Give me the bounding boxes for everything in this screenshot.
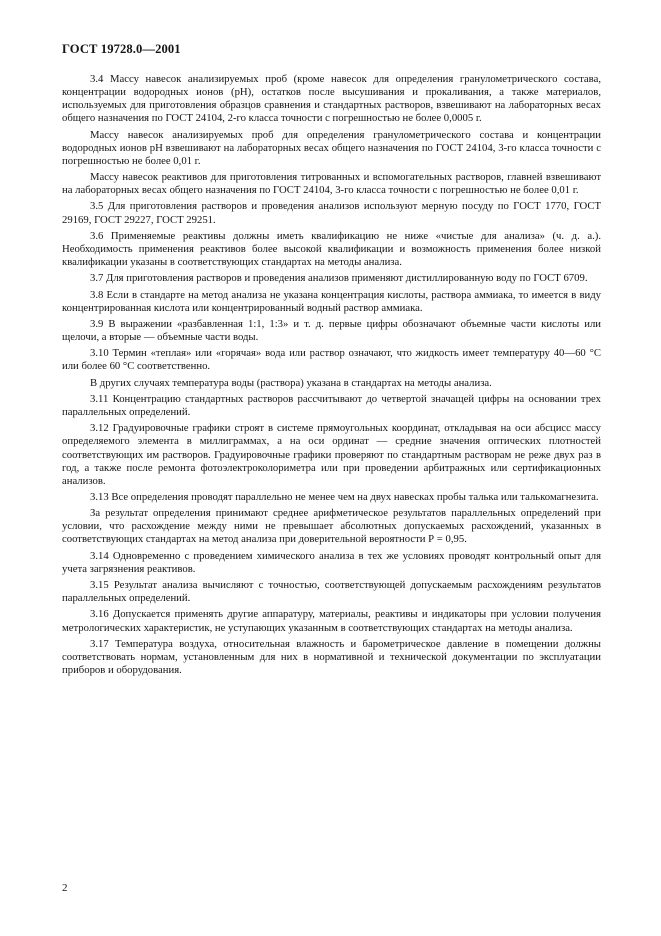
paragraph-3-9: 3.9 В выражении «разбавленная 1:1, 1:3» и т. д. первые цифры обозначают объемные части кислоты или щелочи, а вторые — объемные части воды. <box>62 317 601 343</box>
document-body <box>62 73 601 680</box>
paragraph-3-8: 3.8 Если в стандарте на метод анализа не указана концентрация кислоты, раствора аммиака, то имеется в виду концентрированная кислота или концентрированный водный раствор аммиака. <box>62 288 601 314</box>
paragraph-3-12: 3.12 Градуировочные графики строят в системе прямоугольных координат, откладывая на оси абсцисс массу определяемого элемента в миллиграммах, а на оси ординат — средние значения оптических плотностей соответствующих им растворов. Градуировочные графики проверяют по стандартным растворам не реже двух раз в год, а также после ремонта фотоэлектроколориметра или при проведении арбитражных или сертификационных анализов. <box>62 422 601 487</box>
paragraph-3-5: 3.5 Для приготовления растворов и проведения анализов используют мерную посуду по ГОСТ 1770, ГОСТ 29169, ГОСТ 29227, ГОСТ 29251. <box>62 200 601 226</box>
page-number: 2 <box>62 882 68 894</box>
paragraph-3-4-reagents: Массу навесок реактивов для приготовления титрованных и вспомогательных растворов, главней взвешивают на лабораторных весах общего назначения по ГОСТ 24104, 3-го класса точности с погрешностью не более 0,01 г. <box>62 171 601 197</box>
paragraph-3-7: 3.7 Для приготовления растворов и проведения анализов применяют дистиллированную воду по ГОСТ 6709. <box>90 272 588 285</box>
standard-id-header: ГОСТ 19728.0—2001 <box>62 42 181 56</box>
paragraph-3-6: 3.6 Применяемые реактивы должны иметь квалификацию не ниже «чистые для анализа» (ч. д. а.). Необходимость применения реактивов более высокой квалификации и возможность применения более низкой квалификации указаны в соответствующих стандартах на методы анализа. <box>62 229 601 268</box>
paragraph-3-10: 3.10 Термин «теплая» или «горячая» вода или раствор означают, что жидкость имеет температуру 40—60 °С или более 60 °С соответственно. <box>62 347 601 373</box>
paragraph-3-4: 3.4 Массу навесок анализируемых проб (кроме навесок для определения гранулометрического состава, концентрации водородных ионов (рН), остатков после высушивания и прокаливания, а также материалов, используемых для приготовления образцов сравнения и стандартных растворов, взвешивают на лабораторных весах общего назначения по ГОСТ 24104, 2-го класса точности с погрешностью не более 0,0005 г. <box>62 73 601 125</box>
paragraph-3-4-granulometric: Массу навесок анализируемых проб для определения гранулометрического состава и концентрации водородных ионов рН взвешивают на лабораторных весах общего назначения по ГОСТ 24104, 3-го класса точности с погрешностью не более 0,01 г. <box>62 128 601 167</box>
paragraph-3-14: 3.14 Одновременно с проведением химического анализа в тех же условиях проводят контрольный опыт для учета загрязнения реактивов. <box>62 549 601 575</box>
paragraph-3-13-result: За результат определения принимают среднее арифметическое результатов параллельных определений при условии, что расхождение между ними не превышает абсолютных допускаемых расхождений, указанных в соответствующих стандартах на метод анализа при доверительной вероятности Р = 0,95. <box>62 507 601 546</box>
paragraph-3-13: 3.13 Все определения проводят параллельно не менее чем на двух навесках пробы талька или талькомагнезита. <box>90 490 599 503</box>
paragraph-3-15: 3.15 Результат анализа вычисляют с точностью, соответствующей допускаемым расхождениям результатов параллельных определений. <box>62 579 601 605</box>
paragraph-3-11: 3.11 Концентрацию стандартных растворов рассчитывают до четвертой значащей цифры на основании трех параллельных определений. <box>62 392 601 419</box>
paragraph-3-16: 3.16 Допускается применять другие аппаратуру, материалы, реактивы и индикаторы при условии получения метрологических характеристик, не уступающих указанным в соответствующих стандартах на методы анализа. <box>62 608 601 634</box>
paragraph-3-10-other-cases: В других случаях температура воды (раствора) указана в стандартах на методы анализа. <box>90 376 492 389</box>
paragraph-3-17: 3.17 Температура воздуха, относительная влажность и барометрическое давление в помещении должны соответствовать нормам, установленным для них в нормативной и технической документации по эксплуатации приборов и оборудования. <box>62 637 601 677</box>
